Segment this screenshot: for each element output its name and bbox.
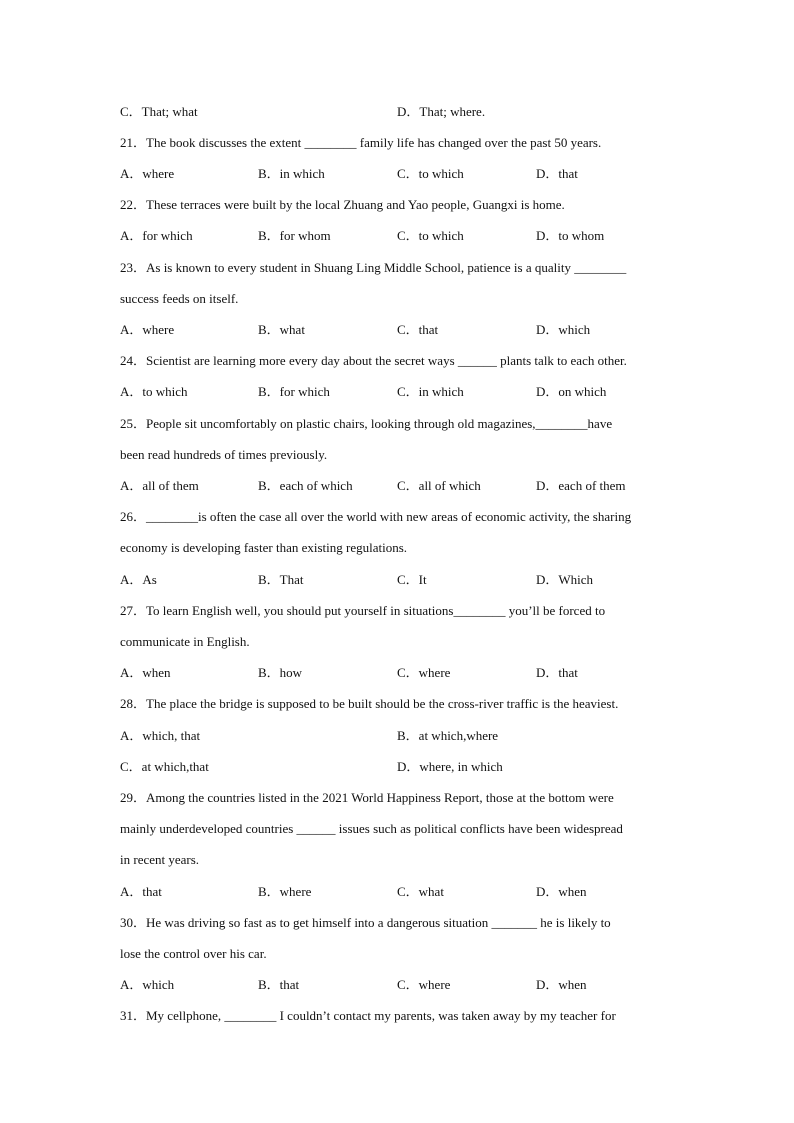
q31-stem: 31．My cellphone, ________ I couldn’t contact my parents, was taken away by my teacher for <box>120 1008 616 1023</box>
q25-stem-line2: been read hundreds of times previously. <box>120 447 328 462</box>
q22-option-c: C．to which <box>397 228 464 243</box>
q23-stem-line1: 23．As is known to every student in Shuang Ling Middle School, patience is a quality ________ <box>120 260 627 275</box>
q22-stem: 22．These terraces were built by the local Zhuang and Yao people, Guangxi is home. <box>120 197 565 212</box>
q27-stem-line2: communicate in English. <box>120 634 250 649</box>
q30-option-c: C．where <box>397 977 451 992</box>
q24-stem: 24．Scientist are learning more every day about the secret ways ______ plants talk to each other. <box>120 353 627 368</box>
q23-option-d: D．which <box>536 322 591 337</box>
q26-option-d: D．Which <box>536 572 594 587</box>
q25-option-c: C．all of which <box>397 478 481 493</box>
q21-option-b: B．in which <box>258 166 325 181</box>
q20-option-c: C．That; what <box>120 104 198 119</box>
q23-stem-line2: success feeds on itself. <box>120 291 239 306</box>
q27-option-c: C．where <box>397 665 451 680</box>
q26-option-a: A．As <box>120 572 157 587</box>
q28-option-a: A．which, that <box>120 728 201 743</box>
q27-stem-line1: 27．To learn English well, you should put yourself in situations________ you’ll be forced to <box>120 603 606 618</box>
q29-option-c: C．what <box>397 884 444 899</box>
q23-option-c: C．that <box>397 322 439 337</box>
q30-option-b: B．that <box>258 977 300 992</box>
q26-option-b: B．That <box>258 572 304 587</box>
q26-option-c: C．It <box>397 572 427 587</box>
q24-option-c: C．in which <box>397 384 464 399</box>
q21-option-a: A．where <box>120 166 175 181</box>
q30-stem-line1: 30．He was driving so fast as to get himself into a dangerous situation _______ he is likely to <box>120 915 611 930</box>
q28-option-c: C．at which,that <box>120 759 209 774</box>
q25-option-b: B．each of which <box>258 478 353 493</box>
q30-option-d: D．when <box>536 977 587 992</box>
q28-stem: 28．The place the bridge is supposed to be built should be the cross-river traffic is the heaviest. <box>120 696 619 711</box>
q28-option-d: D．where, in which <box>397 759 503 774</box>
q27-option-b: B．how <box>258 665 303 680</box>
q26-stem-line1: 26．________is often the case all over the world with new areas of economic activity, the sharing <box>120 509 632 524</box>
q23-option-a: A．where <box>120 322 175 337</box>
q29-option-b: B．where <box>258 884 312 899</box>
q30-option-a: A．which <box>120 977 175 992</box>
q29-option-a: A．that <box>120 884 162 899</box>
q22-option-b: B．for whom <box>258 228 331 243</box>
q25-stem-line1: 25．People sit uncomfortably on plastic chairs, looking through old magazines,________have <box>120 416 613 431</box>
q28-option-b: B．at which,where <box>397 728 499 743</box>
q30-stem-line2: lose the control over his car. <box>120 946 267 961</box>
q29-stem-line1: 29．Among the countries listed in the 2021 World Happiness Report, those at the bottom were <box>120 790 614 805</box>
q24-option-d: D．on which <box>536 384 607 399</box>
q21-stem: 21．The book discusses the extent ________ family life has changed over the past 50 years. <box>120 135 602 150</box>
q24-option-b: B．for which <box>258 384 330 399</box>
q25-option-a: A．all of them <box>120 478 199 493</box>
q22-option-a: A．for which <box>120 228 193 243</box>
q27-option-a: A．when <box>120 665 171 680</box>
q24-option-a: A．to which <box>120 384 188 399</box>
q21-option-c: C．to which <box>397 166 464 181</box>
q22-option-d: D．to whom <box>536 228 605 243</box>
q29-stem-line2: mainly underdeveloped countries ______ issues such as political conflicts have been widespread <box>120 821 623 836</box>
q29-option-d: D．when <box>536 884 587 899</box>
q26-stem-line2: economy is developing faster than existing regulations. <box>120 540 408 555</box>
q25-option-d: D．each of them <box>536 478 626 493</box>
q23-option-b: B．what <box>258 322 305 337</box>
q20-option-d: D．That; where. <box>397 104 486 119</box>
q27-option-d: D．that <box>536 665 578 680</box>
q29-stem-line3: in recent years. <box>120 852 200 867</box>
q21-option-d: D．that <box>536 166 578 181</box>
